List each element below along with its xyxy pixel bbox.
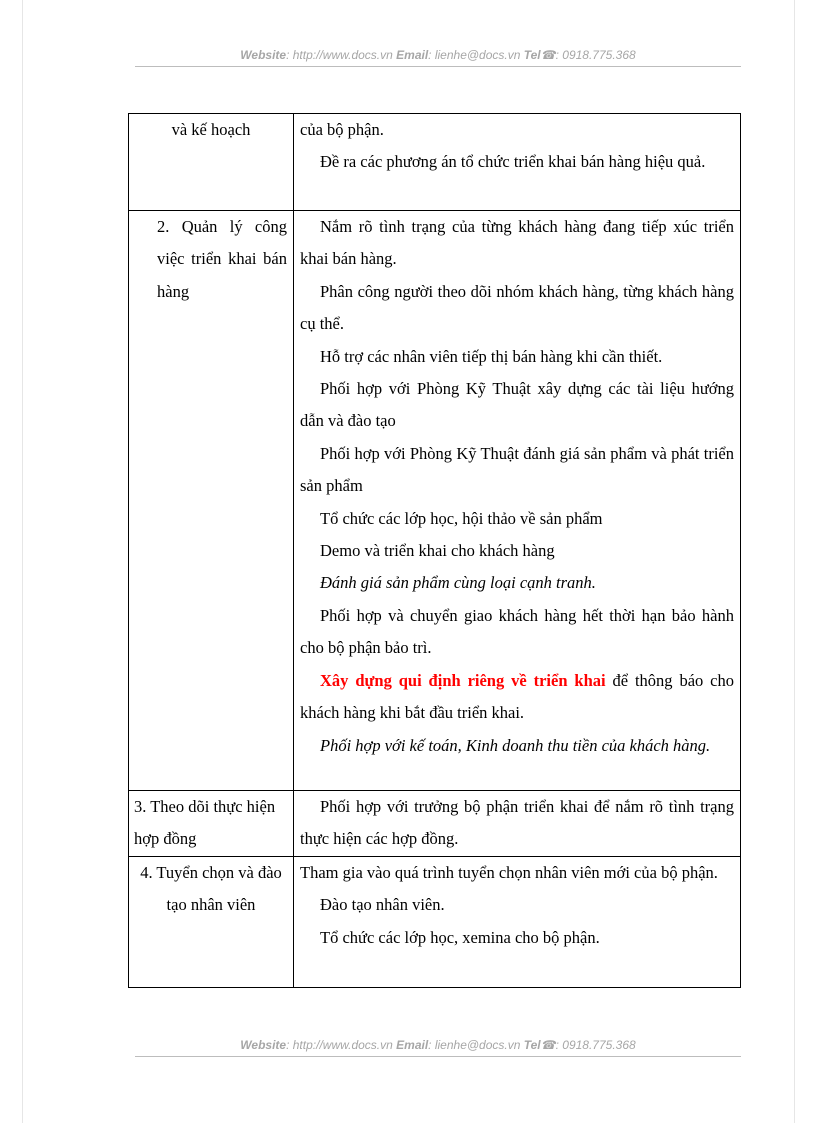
footer-website-label: Website <box>240 1038 287 1052</box>
header-email-value: : lienhe@docs.vn <box>428 48 521 62</box>
header-rule <box>135 66 741 67</box>
row-label-text: và kế hoạch <box>171 120 251 139</box>
footer-email-value: : lienhe@docs.vn <box>428 1038 521 1052</box>
table-row <box>129 211 741 791</box>
row-content <box>294 211 741 791</box>
content-line: Hỗ trợ các nhân viên tiếp thị bán hàng khi cần thiết. <box>320 346 663 366</box>
content-line <box>300 665 734 730</box>
content-line: Phối hợp với trưởng bộ phận triển khai để nắm rõ tình trạng thực hiện các hợp đồng. <box>300 797 734 849</box>
footer-tel-label: Tel <box>523 1038 541 1052</box>
row-label-text: 2. Quản lý công việc triển khai bán hàng <box>157 217 287 301</box>
content-line: Phối hợp và chuyển giao khách hàng hết thời hạn bảo hành cho bộ phận bảo trì. <box>300 605 734 658</box>
page-edge-left <box>22 0 23 1123</box>
table-row <box>129 114 741 211</box>
content-line: Phối hợp với kế toán, Kinh doanh thu tiền của khách hàng. <box>320 735 711 755</box>
header-email-label: Email <box>396 48 429 62</box>
table-row <box>129 856 741 987</box>
page-header <box>135 48 741 62</box>
row-content <box>294 114 741 211</box>
row-label <box>129 856 294 987</box>
content-line: của bộ phận. <box>300 120 384 139</box>
footer-email-label: Email <box>396 1038 429 1052</box>
table-row <box>129 791 741 857</box>
footer-website-url: : http://www.docs.vn <box>286 1038 393 1052</box>
header-website-label: Website <box>240 48 287 62</box>
content-line: Demo và triển khai cho khách hàng <box>320 541 555 561</box>
header-tel-value: ☎: 0918.775.368 <box>540 48 636 62</box>
page-edge-right <box>794 0 795 1123</box>
row-label <box>129 114 294 211</box>
content-line: Đào tạo nhân viên. <box>320 895 445 915</box>
row-content <box>294 791 741 857</box>
row-label-text: 3. Theo dõi thực hiện hợp đồng <box>134 797 276 849</box>
row-label-text: 4. Tuyển chọn và đào tạo nhân viên <box>140 862 282 915</box>
content-line: Phối hợp với Phòng Kỹ Thuật đánh giá sản phẩm và phát triển sản phẩm <box>300 443 734 496</box>
content-line: Tham gia vào quá trình tuyển chọn nhân viên mới của bộ phận. <box>300 862 718 882</box>
footer-rule <box>135 1056 741 1057</box>
page-footer <box>135 1038 741 1052</box>
content-line: Phối hợp với Phòng Kỹ Thuật xây dựng các tài liệu hướng dẫn và đào tạo <box>300 379 734 431</box>
header-tel-label: Tel <box>523 48 541 62</box>
row-label <box>129 211 294 791</box>
content-line: Tổ chức các lớp học, hội thảo về sản phẩm <box>320 508 603 528</box>
content-line: Đánh giá sản phẩm cùng loại cạnh tranh. <box>320 573 596 593</box>
content-line: Phân công người theo dõi nhóm khách hàng, từng khách hàng cụ thể. <box>300 281 734 334</box>
responsibility-table <box>128 113 741 988</box>
content-line: Tổ chức các lớp học, xemina cho bộ phận. <box>320 927 600 947</box>
row-content <box>294 856 741 987</box>
header-website-url: : http://www.docs.vn <box>286 48 393 62</box>
row-label <box>129 791 294 857</box>
highlight-suffix: để thông báo cho khách hàng khi bắt đầu triển khai. <box>300 670 734 723</box>
footer-tel-value: ☎: 0918.775.368 <box>540 1038 636 1052</box>
content-line: Nắm rõ tình trạng của từng khách hàng đang tiếp xúc triển khai bán hàng. <box>300 217 734 269</box>
highlight-text: Xây dựng qui định riêng về triển khai <box>320 670 606 690</box>
content-line: Đề ra các phương án tổ chức triển khai bán hàng hiệu quả. <box>320 152 706 172</box>
